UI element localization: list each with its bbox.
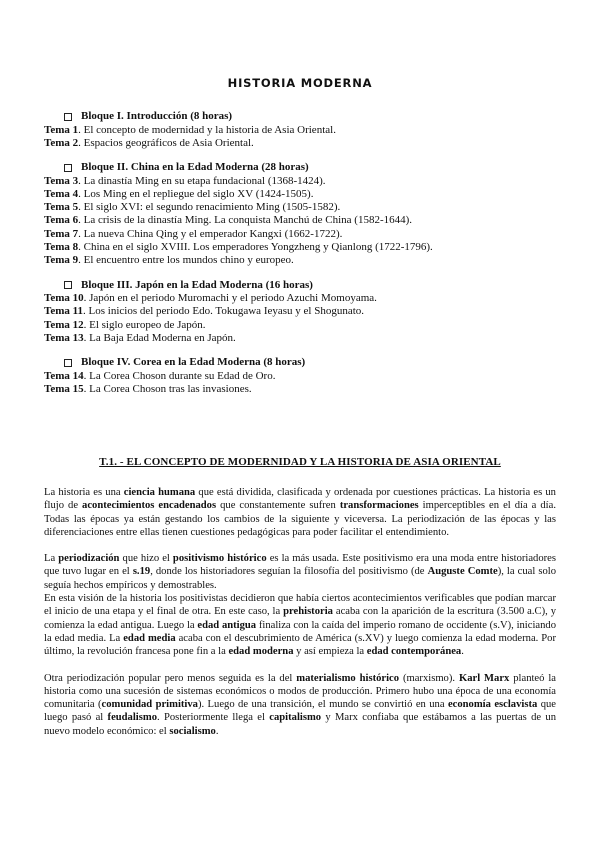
syllabus-block (44, 279, 564, 346)
bold-term: Auguste Comte (427, 566, 498, 578)
text-run: ). Luego de una transición, el mundo se convirtió en una (197, 699, 448, 711)
tema-text: . La nueva China Qing y el emperador Kangxi (1662-1722). (78, 227, 343, 240)
paragraph-p1 (44, 486, 556, 539)
bold-term: periodización (58, 553, 120, 565)
tema-item (44, 201, 564, 214)
block-heading (64, 161, 564, 175)
block-heading-text: Bloque IV. Corea en la Edad Moderna (8 horas) (81, 356, 306, 369)
tema-text: . El concepto de modernidad y la historia de Asia Oriental. (78, 123, 336, 136)
tema-item (44, 124, 564, 137)
checkbox-icon (64, 113, 72, 121)
block-heading (64, 356, 564, 370)
tema-item (44, 292, 564, 305)
checkbox-icon (64, 164, 72, 172)
block-heading-text: Bloque II. China en la Edad Moderna (28 horas) (81, 161, 309, 174)
paragraph-p4 (44, 672, 556, 738)
bold-term: capitalismo (269, 712, 322, 724)
text-run: Otra periodización popular pero menos seguida es la del (44, 672, 297, 684)
block-heading-text: Bloque I. Introducción (8 horas) (81, 110, 233, 122)
bold-term: edad media (123, 632, 176, 644)
bold-term: transformaciones (339, 500, 419, 512)
tema-text: . El encuentro entre los mundos chino y europeo. (78, 254, 294, 267)
text-run: imperceptibles en el día a día. Todas las épocas ya están gestando los cambios de la siguiente y viceversa. La periodización de las épocas y las diferenciaciones entre ellas tienen cuestiones pedagógicas para poder facilitar el entendimiento. (44, 500, 556, 538)
tema-text: . Los Ming en el repliegue del siglo XV (1424-1505). (78, 187, 314, 200)
section-title: T.1. - EL CONCEPTO DE MODERNIDAD Y LA HISTORIA DE ASIA ORIENTAL (99, 456, 501, 468)
text-run: . (215, 725, 219, 737)
tema-text: . El siglo europeo de Japón. (83, 318, 206, 331)
tema-item (44, 228, 564, 241)
tema-label: Tema 2 (44, 136, 79, 149)
tema-item (44, 305, 564, 318)
syllabus-blocks (44, 110, 564, 407)
text-run: que hizo el (119, 553, 173, 565)
tema-item (44, 214, 564, 227)
tema-label: Tema 8 (44, 241, 79, 254)
text-run: ), la cual solo seguía hechos empíricos y demostrables. (44, 566, 556, 591)
text-run: y Marx confiaba que estábamos a las puertas de un nuevo modelo económico: el (44, 712, 556, 737)
tema-item (44, 137, 564, 150)
bold-term: edad antigua (197, 619, 257, 631)
tema-item (44, 254, 564, 267)
block-heading-text: Bloque III. Japón en la Edad Moderna (16 horas) (81, 278, 313, 291)
text-run: finaliza con la caída del imperio romano de occidente (s.V), iniciando la edad media. La (44, 619, 556, 644)
syllabus-block (44, 161, 564, 268)
block-heading (64, 279, 564, 293)
tema-item (44, 241, 564, 254)
tema-text: . La Corea Choson tras las invasiones. (83, 383, 252, 396)
text-run: . (461, 646, 464, 658)
tema-item (44, 175, 564, 188)
text-run: En esta visión de la historia los positivistas decidieron que había ciertos acontecimientos verificables que podían marcar el inicio de una etapa y el final de otra. En este caso, la (44, 593, 556, 618)
text-run: y así empieza la (293, 646, 367, 658)
text-run: que constantemente sufren (216, 500, 340, 512)
text-run: (marxismo). (399, 672, 459, 684)
paragraph-p3 (44, 592, 556, 658)
bold-term: positivismo histórico (172, 553, 267, 565)
tema-item (44, 370, 564, 383)
tema-text: . Los inicios del periodo Edo. Tokugawa Ieyasu y el Shogunato. (83, 305, 365, 318)
text-run: es la más usada. Este positivismo era una moda entre historiadores que tuvo lugar en el (44, 553, 556, 578)
bold-term: edad moderna (228, 646, 294, 658)
text-run: La historia es una (44, 487, 124, 498)
text-run: que luego pasó al (44, 699, 556, 724)
tema-label: Tema 6 (44, 214, 79, 227)
bold-term: prehistoria (283, 606, 333, 618)
tema-label: Tema 9 (44, 254, 79, 267)
text-run: acaba con el descubrimiento de América (s.XV) y luego comienza la edad moderna. Por último, la revolución francesa pone fin a la (44, 632, 556, 658)
bold-term: Karl Marx (458, 672, 510, 684)
bold-term: ciencia humana (123, 487, 196, 498)
tema-item (44, 332, 564, 345)
bold-term: s.19 (132, 566, 151, 578)
text-run: . Posteriormente llega el (157, 712, 270, 724)
bold-term: comunidad primitiva (101, 699, 198, 711)
tema-label: Tema 15 (44, 383, 84, 396)
tema-label: Tema 3 (44, 174, 79, 187)
tema-text: . La Baja Edad Moderna en Japón. (83, 332, 236, 345)
tema-text: . La dinastía Ming en su etapa fundacional (1368-1424). (78, 174, 326, 187)
tema-label: Tema 7 (44, 227, 79, 240)
tema-label: Tema 11 (44, 305, 84, 318)
tema-text: . La Corea Choson durante su Edad de Oro. (83, 369, 276, 382)
tema-text: . El siglo XVI: el segundo renacimiento Ming (1505-1582). (78, 201, 341, 214)
tema-label: Tema 10 (44, 292, 84, 305)
tema-label: Tema 14 (44, 369, 84, 382)
checkbox-icon (64, 359, 72, 367)
body-text (44, 486, 556, 751)
tema-item (44, 188, 564, 201)
bold-term: socialismo (169, 725, 216, 737)
text-run: La (44, 553, 59, 565)
tema-text: . Japón en el periodo Muromachi y el periodo Azuchi Momoyama. (83, 292, 377, 305)
tema-label: Tema 5 (44, 201, 79, 214)
text-run: que está dividida, clasificada y ordenada por cuestiones prácticas. La historia es un flujo de (44, 487, 556, 512)
syllabus-block (44, 356, 564, 396)
text-run: planteó la historia como una sucesión de sistemas económicos o modos de producción. Primero hubo una época de una economía comunitaria ( (44, 672, 556, 711)
tema-item (44, 319, 564, 332)
tema-label: Tema 1 (44, 123, 79, 136)
document-title: HISTORIA MODERNA (227, 76, 373, 90)
checkbox-icon (64, 281, 72, 289)
syllabus-block (44, 110, 564, 150)
text-run: , donde los historiadores seguían la filosofía del positivismo (de (150, 566, 428, 578)
bold-term: edad contemporánea (366, 646, 462, 658)
tema-text: . China en el siglo XVIII. Los emperadores Yongzheng y Qianlong (1722-1796). (78, 241, 433, 254)
bold-term: materialismo histórico (296, 672, 400, 684)
tema-item (44, 383, 564, 396)
text-run: acaba con la aparición de la escritura (3.500 a.C), y comienza la edad antigua. Luego la (44, 606, 556, 631)
bold-term: acontecimientos encadenados (82, 500, 217, 512)
tema-label: Tema 4 (44, 187, 79, 200)
paragraph-p2 (44, 552, 556, 592)
bold-term: economía esclavista (447, 699, 538, 711)
tema-text: . Espacios geográficos de Asia Oriental. (78, 136, 254, 149)
tema-text: . La crisis de la dinastía Ming. La conquista Manchú de China (1582-1644). (78, 214, 413, 227)
tema-label: Tema 13 (44, 332, 84, 345)
tema-label: Tema 12 (44, 318, 84, 331)
bold-term: feudalismo (107, 712, 157, 724)
block-heading (64, 110, 564, 124)
